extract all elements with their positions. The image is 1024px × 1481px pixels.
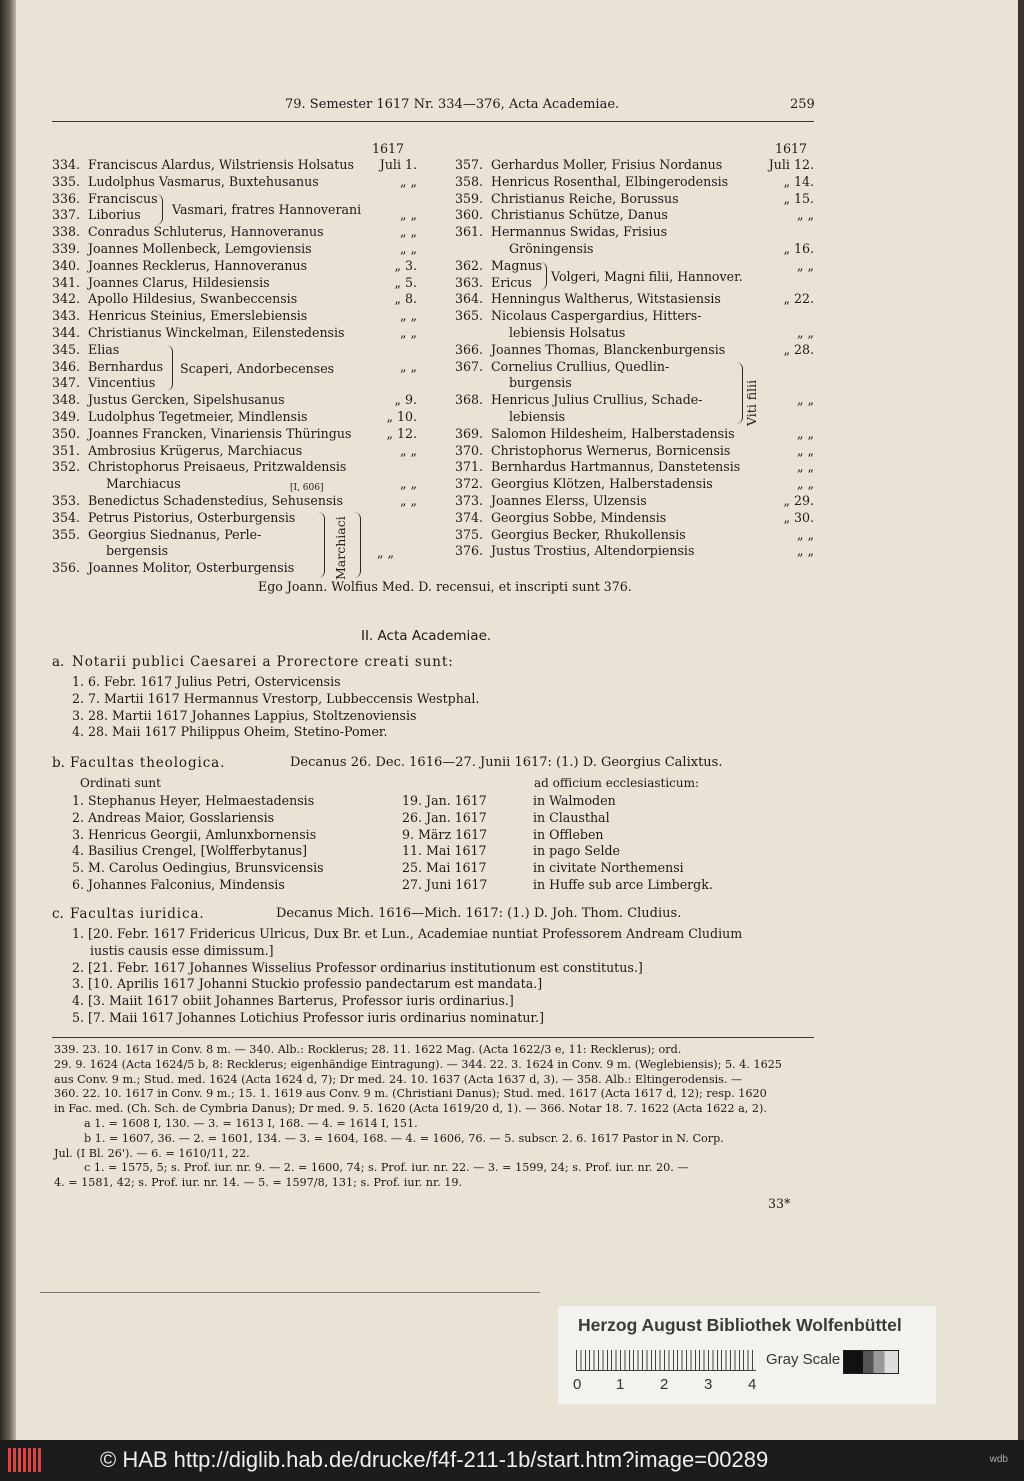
- entry-name: Gerhardus Moller, Frisius Nordanus: [491, 157, 723, 172]
- list-item: [52, 459, 417, 476]
- list-item: [455, 543, 814, 560]
- sec-a-heading: Notarii publici Caesarei a Prorectore creati sunt:: [72, 654, 454, 670]
- entry-date: „ „: [399, 476, 417, 492]
- list-item: [52, 560, 417, 577]
- entry-date: „ „: [796, 324, 814, 340]
- list-item: [52, 493, 417, 510]
- gray-scale-swatches: [843, 1350, 899, 1374]
- list-item: [52, 275, 417, 292]
- table-row: [72, 793, 752, 810]
- list-item: [455, 476, 814, 493]
- sec-c-decanus: Decanus Mich. 1616—Mich. 1617: (1.) D. Joh. Thom. Cludius.: [276, 906, 682, 921]
- entry-name: Henricus Julius Crullius, Schade-: [491, 392, 703, 408]
- viewer-footer: [0, 1440, 1024, 1481]
- list-item: [52, 409, 417, 426]
- list-item: 1. 6. Febr. 1617 Julius Petri, Ostervicensis: [72, 674, 341, 689]
- entry-name: Ludolphus Vasmarus, Buxtehusanus: [88, 173, 319, 189]
- list-item: [455, 224, 814, 241]
- list-item: [52, 308, 417, 325]
- scale-ruler: [576, 1350, 756, 1371]
- entry-name: burgensis: [509, 375, 572, 391]
- entry-name: Franciscus: [88, 190, 158, 206]
- list-item: [455, 510, 814, 527]
- officium-header: ad officium ecclesiasticum:: [534, 776, 700, 790]
- list-item: [52, 426, 417, 443]
- entry-name: Franciscus Alardus, Wilstriensis Holsatus: [88, 157, 354, 172]
- entry-number: 368.: [455, 392, 484, 408]
- entry-name: Georgius Sobbe, Mindensis: [491, 509, 667, 525]
- entry-date: „ „: [399, 442, 417, 458]
- entry-number: 358.: [455, 173, 484, 189]
- list-item: [52, 291, 417, 308]
- entry-name: Gröningensis: [509, 240, 594, 256]
- entry-number: 342.: [52, 291, 81, 307]
- footnote-line: 29. 9. 1624 (Acta 1624/5 b, 8: Recklerus; eigenhändige Eintragung). — 344. 22. 3. 1624 in Conv. 9 m. (Weglebiensis); 5. 4. 1625: [54, 1057, 782, 1071]
- entry-date: „ 30.: [783, 509, 814, 525]
- entry-name: Bernhardus Hartmannus, Danstetensis: [491, 459, 741, 475]
- entry-name: Ludolphus Tegetmeier, Mindlensis: [88, 408, 308, 424]
- entry-name: Ericus: [491, 274, 532, 290]
- entry-name: Christianus Winckelman, Eilenstedensis: [88, 324, 345, 340]
- entry-date: „ 15.: [783, 190, 814, 206]
- ordination-date: 11. Mai 1617: [402, 843, 487, 859]
- footnote-line: b 1. = 1607, 36. — 2. = 1601, 134. — 3. = 1604, 168. — 4. = 1606, 76. — 5. subscr. 2. 6. 1617 Pastor in N. Corp.: [84, 1131, 724, 1145]
- entry-number: 336.: [52, 190, 81, 206]
- entry-date: „ 12.: [386, 425, 417, 441]
- entry-number: 354.: [52, 509, 81, 525]
- iuridica-list: [72, 926, 742, 1027]
- year-label-left: 1617: [372, 141, 405, 156]
- list-item: [455, 157, 814, 174]
- entry-number: 337.: [52, 207, 81, 223]
- marchiaci-date: „ „: [377, 545, 395, 560]
- entry-number: 361.: [455, 224, 484, 240]
- entry-number: 340.: [52, 257, 81, 273]
- entry-number: 334.: [52, 157, 81, 172]
- ordination-place: in pago Selde: [533, 843, 620, 859]
- ordination-date: 25. Mai 1617: [402, 860, 487, 876]
- ordination-place: in Offleben: [533, 826, 604, 842]
- entry-number: 375.: [455, 526, 484, 542]
- running-header: 79. Semester 1617 Nr. 334—376, Acta Academiae.: [285, 97, 620, 112]
- entry-date: „ „: [399, 207, 417, 223]
- entry-number: 352.: [52, 459, 81, 475]
- list-item: [455, 375, 814, 392]
- table-row: [72, 860, 752, 877]
- entry-number: 359.: [455, 190, 484, 206]
- entry-name: Joannes Mollenbeck, Lemgoviensis: [88, 240, 312, 256]
- bottom-rule: [40, 1292, 540, 1293]
- copyright-url[interactable]: © HAB http://diglib.hab.de/drucke/f4f-211-1b/start.htm?image=00289: [100, 1447, 769, 1472]
- list-item: [455, 291, 814, 308]
- entry-date: Juli 1.: [379, 157, 417, 172]
- entry-number: 367.: [455, 358, 484, 374]
- table-row: [72, 810, 752, 827]
- entry-name: Joannes Elerss, Ulzensis: [491, 492, 647, 508]
- entry-name: lebiensis Holsatus: [509, 324, 626, 340]
- list-item: [52, 527, 417, 544]
- footnote-line: c 1. = 1575, 5; s. Prof. iur. nr. 9. — 2. = 1600, 74; s. Prof. iur. nr. 22. — 3. = 1599, 24; s. Prof. iur. nr. 20. —: [84, 1161, 689, 1175]
- footnote-line: Jul. (I Bl. 26'). — 6. = 1610/11, 22.: [54, 1146, 250, 1160]
- ordination-place: in Huffe sub arce Limbergk.: [533, 876, 713, 892]
- entry-date: Juli 12.: [768, 157, 814, 172]
- entry-name: Justus Trostius, Altendorpiensis: [491, 543, 695, 559]
- ordination-date: 27. Juni 1617: [402, 876, 488, 892]
- list-item: [455, 493, 814, 510]
- entry-date: „ „: [399, 173, 417, 189]
- list-item: [52, 543, 417, 560]
- entry-name: Vincentius: [88, 375, 156, 391]
- matriculation-list-right: [455, 157, 814, 560]
- entry-name: Christianus Reiche, Borussus: [491, 190, 679, 206]
- entry-name: Henricus Steinius, Emerslebiensis: [88, 308, 308, 324]
- list-item: [455, 426, 814, 443]
- ordinand-name: 3. Henricus Georgii, Amlunxbornensis: [72, 826, 317, 842]
- entry-number: 362.: [455, 257, 484, 273]
- entry-number: 365.: [455, 308, 484, 324]
- list-item: [52, 157, 417, 174]
- scaperi-note: Scaperi, Andorbecenses: [180, 361, 335, 376]
- list-item: 4. [3. Maiit 1617 obiit Johannes Barterus, Professor iuris ordinarius.]: [72, 993, 514, 1009]
- hab-logo-icon: [8, 1448, 42, 1472]
- list-item: [455, 191, 814, 208]
- brace-362-363: [538, 262, 547, 290]
- entry-name: Ambrosius Krügerus, Marchiacus: [88, 442, 303, 458]
- entry-name: Petrus Pistorius, Osterburgensis: [88, 509, 296, 525]
- list-item: [455, 443, 814, 460]
- entry-name: Salomon Hildesheim, Halberstadensis: [491, 425, 735, 441]
- entry-name: lebiensis: [509, 408, 566, 424]
- footnote-line: aus Conv. 9 m.; Stud. med. 1624 (Acta 1624 d, 7); Dr med. 24. 10. 1637 (Acta 1637 d, 3). — 358. Alb.: Eltingerodensis. —: [54, 1072, 743, 1086]
- entry-name: Joannes Clarus, Hildesiensis: [88, 274, 270, 290]
- entry-name: Georgius Siednanus, Perle-: [88, 526, 262, 542]
- list-item: 1. [20. Febr. 1617 Fridericus Ulricus, Dux Br. et Lun., Academiae nuntiat Professorem Andream Cludium: [72, 926, 743, 941]
- entry-date: „ „: [399, 324, 417, 340]
- footnote-rule: [52, 1037, 814, 1038]
- viti-filii-label: Viti filii: [744, 379, 759, 426]
- sec-c-heading: Facultas iuridica.: [70, 906, 205, 922]
- entry-date: „ 3.: [394, 257, 417, 273]
- footnote-line: 4. = 1581, 42; s. Prof. iur. nr. 14. — 5. = 1597/8, 131; s. Prof. iur. nr. 19.: [54, 1176, 463, 1190]
- entry-date: „ „: [796, 257, 814, 273]
- brace-345-347: [164, 345, 173, 391]
- ordinand-name: 1. Stephanus Heyer, Helmaestadensis: [72, 793, 315, 808]
- ordination-date: 19. Jan. 1617: [402, 793, 487, 808]
- entry-date: „ 28.: [783, 341, 814, 357]
- entry-name: Christianus Schütze, Danus: [491, 207, 668, 223]
- list-item: 2. [21. Febr. 1617 Johannes Wisselius Professor ordinarius institutionum est constitutus.]: [72, 959, 643, 975]
- footnote-line: 339. 23. 10. 1617 in Conv. 8 m. — 340. Alb.: Rocklerus; 28. 11. 1622 Mag. (Acta 1622/3 e, 11: Recklerus); ord.: [54, 1043, 682, 1056]
- ordinati-table: [72, 793, 752, 894]
- signature-mark: 33*: [768, 1196, 791, 1211]
- library-name: Herzog August Bibliothek Wolfenbüttel: [578, 1315, 902, 1335]
- entry-name: Conradus Schluterus, Hannoveranus: [88, 224, 324, 240]
- entry-number: 348.: [52, 392, 81, 408]
- list-item: [455, 459, 814, 476]
- list-item: [455, 207, 814, 224]
- sec-c-label: c.: [52, 906, 64, 922]
- entry-date: „ „: [796, 459, 814, 475]
- entry-date: „ 29.: [783, 492, 814, 508]
- list-item: [52, 342, 417, 359]
- entry-name: Georgius Becker, Rhukollensis: [491, 526, 686, 542]
- library-colorchart: [558, 1306, 936, 1404]
- list-item: [455, 392, 814, 409]
- entry-date: „ „: [796, 392, 814, 408]
- list-item: [52, 325, 417, 342]
- entry-name: Christophorus Wernerus, Bornicensis: [491, 442, 731, 458]
- ruler-tick-2: 2: [660, 1376, 669, 1393]
- vasmari-note: Vasmari, fratres Hannoverani: [172, 202, 362, 217]
- entry-name: Benedictus Schadenstedius, Sehusensis: [88, 492, 343, 508]
- entry-date: „ „: [796, 476, 814, 492]
- entry-number: 347.: [52, 375, 81, 391]
- list-item: [455, 409, 814, 426]
- entry-name: Elias: [88, 341, 120, 357]
- list-item: [52, 476, 417, 493]
- brace-336-337: [154, 194, 163, 225]
- list-item: [52, 258, 417, 275]
- entry-date: „ „: [399, 308, 417, 324]
- entry-number: 366.: [455, 341, 484, 357]
- entry-number: 357.: [455, 157, 484, 172]
- ordinand-name: 5. M. Carolus Oedingius, Brunsvicensis: [72, 860, 324, 876]
- entry-name: Joannes Thomas, Blanckenburgensis: [491, 341, 726, 357]
- list-item: [455, 359, 814, 376]
- year-label-right: 1617: [775, 141, 808, 156]
- entry-name: bergensis: [106, 543, 169, 559]
- entry-number: 376.: [455, 543, 484, 559]
- list-item: [455, 527, 814, 544]
- page-number: 259: [790, 97, 815, 112]
- entry-number: 363.: [455, 274, 484, 290]
- ordination-place: in civitate Northemensi: [533, 860, 684, 876]
- entry-number: 373.: [455, 492, 484, 508]
- ref-352: [I, 606]: [290, 483, 324, 493]
- ordination-date: 9. März 1617: [402, 826, 488, 842]
- ruler-tick-1: 1: [616, 1376, 625, 1393]
- entry-name: Magnus: [491, 257, 543, 273]
- notarii-list: [72, 674, 479, 741]
- entry-date: „ „: [399, 240, 417, 256]
- entry-number: 369.: [455, 425, 484, 441]
- book-spine: [0, 0, 16, 1440]
- entry-date: „ „: [796, 526, 814, 542]
- list-item: [52, 443, 417, 460]
- entry-date: „ 9.: [394, 392, 417, 408]
- entry-number: 349.: [52, 408, 81, 424]
- section-title: II. Acta Academiae.: [361, 628, 492, 644]
- entry-number: 339.: [52, 240, 81, 256]
- entry-name: Henricus Rosenthal, Elbingerodensis: [491, 173, 729, 189]
- entry-number: 344.: [52, 324, 81, 340]
- gray-scale-label: Gray Scale: [766, 1351, 841, 1368]
- entry-name: Joannes Recklerus, Hannoveranus: [88, 257, 308, 273]
- ordination-place: in Clausthal: [533, 809, 610, 825]
- wdb-mark: wdb: [989, 1454, 1008, 1465]
- list-item: [52, 174, 417, 191]
- entry-number: 371.: [455, 459, 484, 475]
- entry-date: „ 8.: [394, 291, 417, 307]
- entry-number: 338.: [52, 224, 81, 240]
- ordination-date: 26. Jan. 1617: [402, 809, 487, 825]
- entry-date: „ „: [796, 543, 814, 559]
- volgeri-note: Volgeri, Magni filii, Hannover.: [551, 269, 743, 284]
- list-item: [455, 342, 814, 359]
- footnote-line: in Fac. med. (Ch. Sch. de Cymbria Danus); Dr med. 9. 5. 1620 (Acta 1619/20 d, 1). — 366. Notar 18. 7. 1622 (Acta 1622 a, 2).: [54, 1102, 767, 1116]
- list-item: [52, 241, 417, 258]
- entry-date: „ 10.: [386, 408, 417, 424]
- entry-date: „ „: [399, 358, 417, 374]
- entry-number: 350.: [52, 425, 81, 441]
- sec-b-label: b.: [52, 755, 65, 771]
- ruler-tick-0: 0: [573, 1376, 582, 1393]
- sec-b-heading: Facultas theologica.: [70, 755, 226, 771]
- entry-number: 335.: [52, 173, 81, 189]
- entry-date: „ 5.: [394, 274, 417, 290]
- list-item: [455, 241, 814, 258]
- entry-date: „ 22.: [783, 291, 814, 307]
- entry-date: „ „: [796, 207, 814, 223]
- entry-number: 355.: [52, 526, 81, 542]
- entry-name: Cornelius Crullius, Quedlin-: [491, 358, 670, 374]
- list-item: [52, 510, 417, 527]
- ruler-tick-3: 3: [704, 1376, 713, 1393]
- list-item: [455, 174, 814, 191]
- entry-date: „ „: [399, 492, 417, 508]
- entry-date: „ 14.: [783, 173, 814, 189]
- brace-354-356-outer: [352, 512, 361, 578]
- list-item: iustis causis esse dimissum.]: [90, 942, 274, 958]
- footnote-line: 360. 22. 10. 1617 in Conv. 9 m.; 15. 1. 1619 aus Conv. 9 m. (Christiani Danus); Stud. med. 1617 (Acta 1617 d, 12); resp. 1620: [54, 1087, 767, 1101]
- table-row: [72, 827, 752, 844]
- entry-name: Joannes Francken, Vinariensis Thüringus: [88, 425, 352, 441]
- sec-a-label: a.: [52, 654, 65, 670]
- entry-name: Liborius: [88, 207, 141, 223]
- ordination-place: in Walmoden: [533, 793, 616, 808]
- ruler-tick-4: 4: [748, 1376, 757, 1393]
- ordinand-name: 2. Andreas Maior, Gosslariensis: [72, 809, 275, 825]
- ordinati-header: Ordinati sunt: [80, 776, 161, 790]
- table-row: [72, 877, 752, 894]
- entry-name: Henningus Waltherus, Witstasiensis: [491, 291, 721, 307]
- marchiaci-label: Marchiaci: [333, 516, 348, 580]
- entry-number: 346.: [52, 358, 81, 374]
- entry-number: 345.: [52, 341, 81, 357]
- entry-date: „ 16.: [783, 240, 814, 256]
- list-item: 2. 7. Martii 1617 Hermannus Vrestorp, Lubbeccensis Westphal.: [72, 690, 480, 706]
- entry-number: 341.: [52, 274, 81, 290]
- entry-number: 356.: [52, 560, 81, 576]
- ordinand-name: 6. Johannes Falconius, Mindensis: [72, 876, 285, 892]
- list-item: [455, 325, 814, 342]
- entry-number: 372.: [455, 476, 484, 492]
- entry-number: 360.: [455, 207, 484, 223]
- list-item: 5. [7. Maii 1617 Johannes Lotichius Professor iuris ordinarius nominatur.]: [72, 1009, 544, 1025]
- header-rule: [52, 121, 814, 122]
- sec-b-decanus: Decanus 26. Dec. 1616—27. Junii 1617: (1.) D. Georgius Calixtus.: [290, 755, 723, 770]
- brace-367-368: [734, 362, 743, 424]
- closing-note: Ego Joann. Wolfius Med. D. recensui, et inscripti sunt 376.: [258, 579, 632, 594]
- entry-name: Georgius Klötzen, Halberstadensis: [491, 476, 713, 492]
- entry-number: 364.: [455, 291, 484, 307]
- entry-name: Hermannus Swidas, Frisius: [491, 224, 668, 240]
- entry-name: Apollo Hildesius, Swanbeccensis: [88, 291, 298, 307]
- ordinand-name: 4. Basilius Crengel, [Wolfferbytanus]: [72, 843, 308, 859]
- list-item: 3. 28. Martii 1617 Johannes Lappius, Stoltzenoviensis: [72, 707, 417, 723]
- footnote-line: a 1. = 1608 I, 130. — 3. = 1613 I, 168. — 4. = 1614 I, 151.: [84, 1116, 418, 1130]
- entry-name: Joannes Molitor, Osterburgensis: [88, 560, 295, 576]
- list-item: [52, 392, 417, 409]
- list-item: 4. 28. Maii 1617 Philippus Oheim, Stetino-Pomer.: [72, 724, 388, 740]
- list-item: [52, 224, 417, 241]
- entry-number: 353.: [52, 492, 81, 508]
- entry-name: Nicolaus Caspergardius, Hitters-: [491, 308, 702, 324]
- entry-date: „ „: [796, 442, 814, 458]
- entry-number: 351.: [52, 442, 81, 458]
- entry-number: 370.: [455, 442, 484, 458]
- entry-number: 374.: [455, 509, 484, 525]
- entry-date: „ „: [399, 224, 417, 240]
- list-item: 3. [10. Aprilis 1617 Johanni Stuckio professio pandectarum est mandata.]: [72, 976, 543, 992]
- list-item: [52, 375, 417, 392]
- entry-name: Bernhardus: [88, 358, 164, 374]
- entry-name: Christophorus Preisaeus, Pritzwaldensis: [88, 459, 347, 475]
- brace-354-356-inner: [318, 512, 325, 578]
- table-row: [72, 843, 752, 860]
- entry-date: „ „: [796, 425, 814, 441]
- entry-name: Marchiacus: [106, 476, 181, 492]
- footnotes: [54, 1043, 816, 1191]
- entry-number: 343.: [52, 308, 81, 324]
- entry-name: Justus Gercken, Sipelshusanus: [88, 392, 285, 408]
- list-item: [455, 308, 814, 325]
